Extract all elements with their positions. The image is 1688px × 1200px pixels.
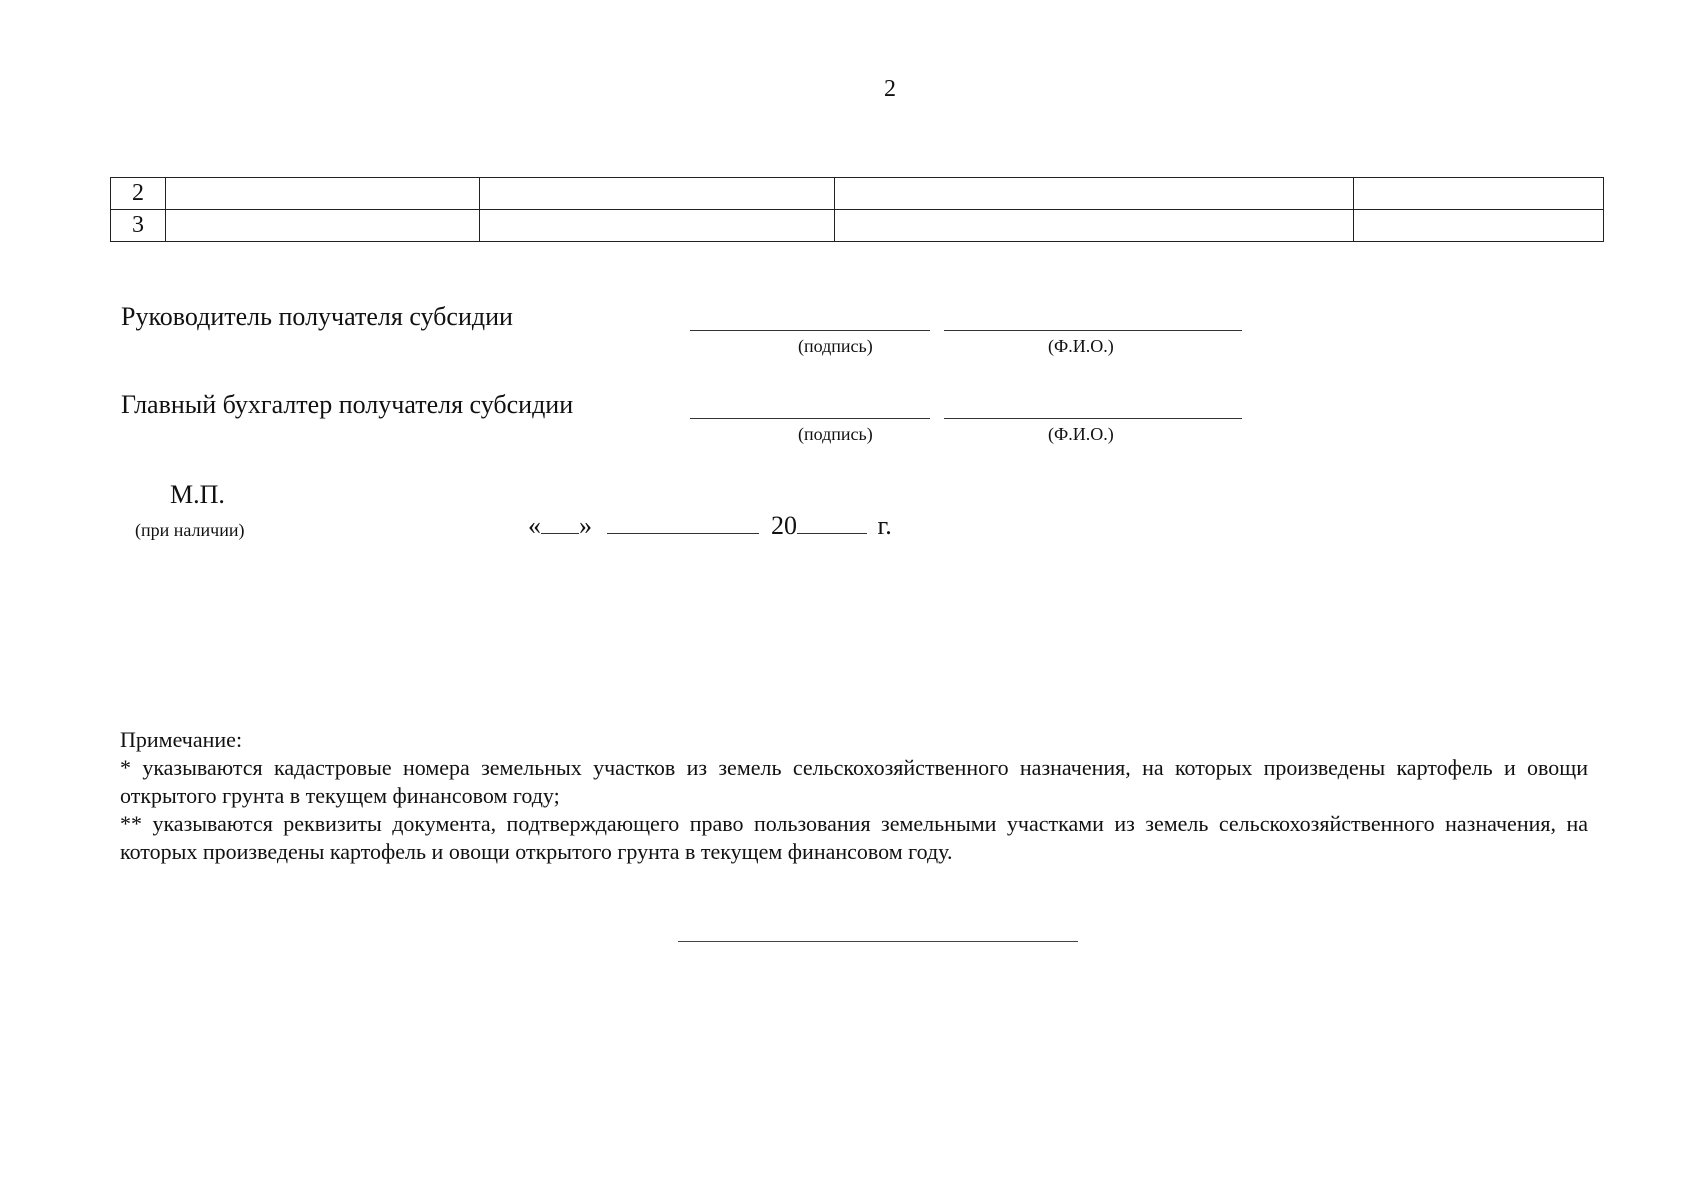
table-cell [1354, 210, 1604, 242]
note-title: Примечание: [120, 727, 243, 752]
row-number: 2 [111, 178, 166, 210]
year-prefix: 20 [771, 511, 797, 540]
date-line [528, 511, 892, 541]
page-number: 2 [884, 76, 896, 102]
day-blank [541, 513, 579, 534]
stamp-caption: (при наличии) [135, 520, 245, 540]
data-table [110, 177, 1604, 242]
table-cell [166, 178, 480, 210]
date-close-quote: » [579, 511, 592, 540]
table-row [111, 210, 1604, 242]
table-row [111, 178, 1604, 210]
table-cell [480, 210, 835, 242]
table-cell [166, 210, 480, 242]
row-number: 3 [111, 210, 166, 242]
table-cell [480, 178, 835, 210]
accountant-signature-label: Главный бухгалтер получателя субсидии [121, 390, 574, 419]
accountant-name-line [944, 418, 1242, 419]
head-signature-caption: (подпись) [798, 336, 873, 356]
year-suffix: г. [877, 511, 892, 540]
stamp-label: М.П. [170, 480, 225, 509]
note-block [120, 726, 1588, 866]
head-name-line [944, 330, 1242, 331]
accountant-name-caption: (Ф.И.О.) [1048, 424, 1114, 444]
month-blank [607, 513, 759, 534]
date-open-quote: « [528, 511, 541, 540]
head-signature-line [690, 330, 930, 331]
head-signature-label: Руководитель получателя субсидии [121, 302, 513, 331]
table-cell [835, 210, 1354, 242]
note-item: * указываются кадастровые номера земельных участков из земель сельскохозяйственного назначения, на которых произведены картофель и овощи открытого грунта в текущем финансовом году; [120, 755, 1588, 808]
note-item: ** указываются реквизиты документа, подтверждающего право пользования земельными участками из земель сельскохозяйственного назначения, на которых произведены картофель и овощи открытого грунта в текущем финансовом году. [120, 811, 1588, 864]
accountant-signature-line [690, 418, 930, 419]
end-rule [678, 941, 1078, 942]
table-cell [1354, 178, 1604, 210]
year-blank [797, 513, 867, 534]
head-name-caption: (Ф.И.О.) [1048, 336, 1114, 356]
accountant-signature-caption: (подпись) [798, 424, 873, 444]
table-cell [835, 178, 1354, 210]
